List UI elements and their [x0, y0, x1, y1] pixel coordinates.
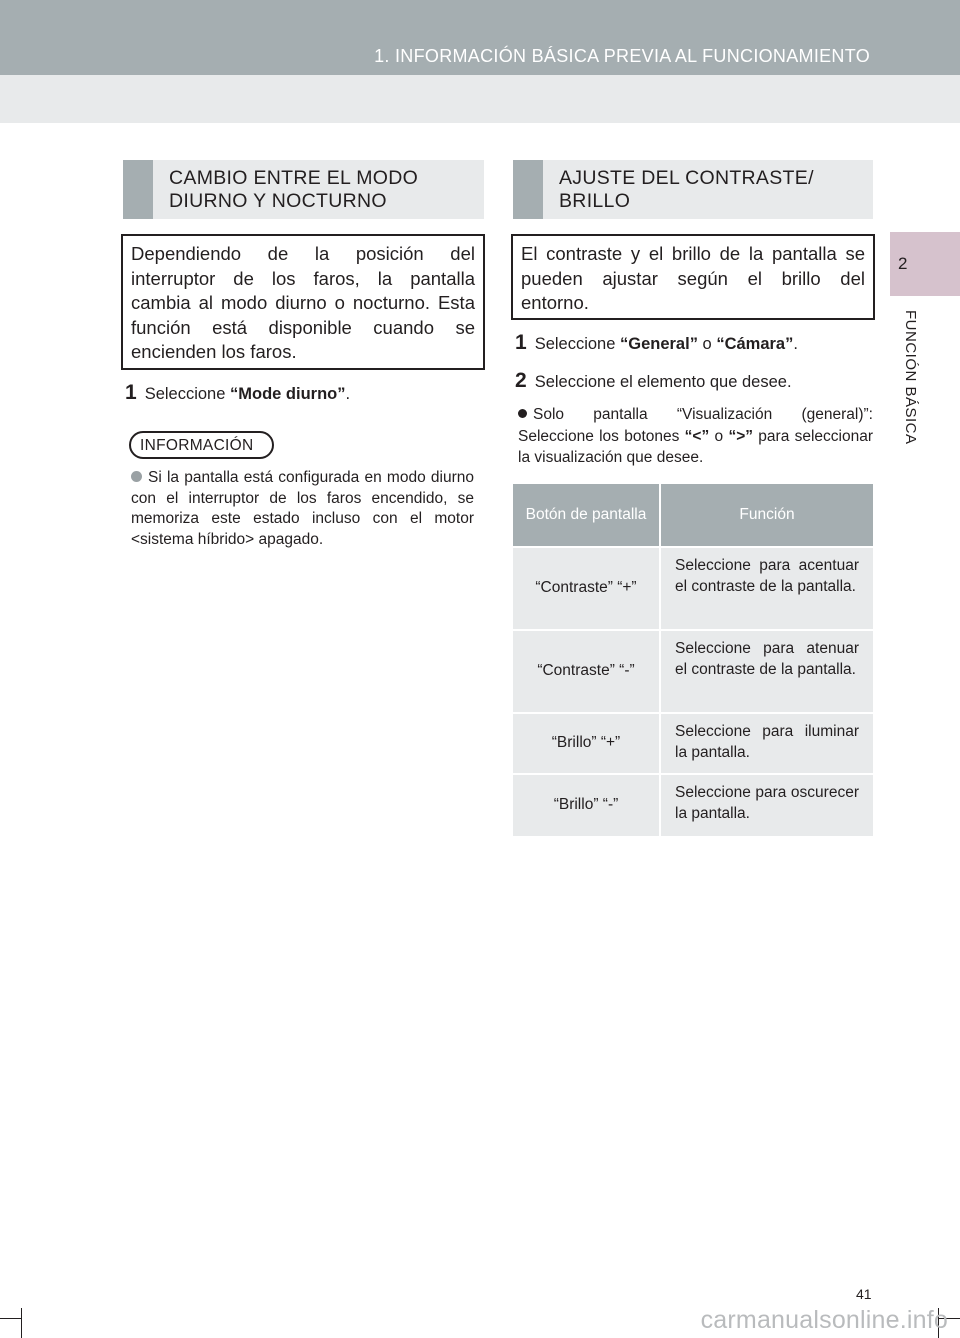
table-row — [513, 774, 873, 836]
step-1-contrast — [515, 331, 798, 355]
table-cell-function: Seleccione para atenuar el contraste de la pantalla. — [660, 630, 873, 713]
crop-mark — [21, 1308, 22, 1338]
heading-text — [559, 167, 814, 213]
section-heading-contrast — [513, 160, 873, 219]
heading-text — [169, 167, 418, 213]
table-cell-function: Seleccione para oscurecer la pantalla. — [660, 774, 873, 836]
bullet-icon — [131, 471, 142, 482]
heading-bar — [513, 160, 543, 219]
step-text: Seleccione el elemento que desee. — [534, 373, 792, 391]
step-text: Seleccione — [534, 335, 620, 353]
function-table — [513, 484, 873, 836]
info-label: INFORMACIÓN — [129, 431, 274, 459]
camara-label: “Cámara” — [716, 335, 794, 353]
heading-line-2: DIURNO Y NOCTURNO — [169, 190, 387, 212]
table-cell-function: Seleccione para acentuar el contraste de la pantalla. — [660, 547, 873, 630]
header-subbar — [0, 75, 960, 123]
table-row — [513, 713, 873, 774]
button-greater-than-label: “>” — [728, 427, 753, 445]
bullet-icon — [518, 409, 527, 418]
step-text-end: . — [345, 385, 351, 403]
step-2-contrast — [515, 369, 792, 393]
step-text-end: . — [793, 335, 798, 353]
crop-mark — [0, 1318, 21, 1319]
chapter-tab-label: FUNCIÓN BÁSICA — [902, 310, 919, 445]
intro-box-contrast: El contraste y el brillo de la pantalla se pueden ajustar según el brillo del entorno. — [511, 234, 875, 320]
section-heading-day-night — [123, 160, 484, 219]
table-header-function: Función — [660, 484, 873, 547]
table-cell-button: “Brillo” “-” — [513, 774, 660, 836]
step-1-day-night — [125, 381, 350, 405]
step-text-mid: o — [697, 335, 717, 353]
chapter-title: 1. INFORMACIÓN BÁSICA PREVIA AL FUNCIONAMIENTO — [374, 46, 870, 66]
heading-line-2: BRILLO — [559, 190, 631, 212]
page-number: 41 — [856, 1286, 872, 1302]
bullet-text-end: para seleccionar la visualización que desee. — [518, 427, 874, 466]
bullet-text-mid: o — [709, 427, 729, 445]
heading-bar — [123, 160, 153, 219]
table-row — [513, 547, 873, 630]
table-cell-button: “Contraste” “+” — [513, 547, 660, 630]
intro-box-day-night: Dependiendo de la posición del interruptor de los faros, la pantalla cambia al modo diurno o nocturno. Esta función está disponible cuando se encienden los faros. — [121, 234, 485, 370]
table-cell-function: Seleccione para iluminar la pantalla. — [660, 713, 873, 774]
table-cell-button: “Contraste” “-” — [513, 630, 660, 713]
general-label: “General” — [620, 335, 698, 353]
heading-line-1: CAMBIO ENTRE EL MODO — [169, 167, 419, 189]
mode-diurno-label: “Mode diurno” — [230, 385, 346, 403]
step-number: 2 — [515, 369, 527, 392]
watermark: carmanualsonline.info — [700, 1306, 948, 1334]
table-row — [513, 630, 873, 713]
button-less-than-label: “<” — [684, 427, 710, 445]
info-note — [131, 468, 474, 550]
bullet-note — [518, 404, 873, 469]
step-number: 1 — [515, 331, 527, 354]
step-number: 1 — [125, 381, 137, 404]
info-text: Si la pantalla está configurada en modo diurno con el interruptor de los faros encendido, se memoriza este estado incluso con el motor <sistema híbrido> apagado. — [131, 469, 474, 548]
chapter-tab-number: 2 — [898, 254, 908, 273]
step-text: Seleccione — [144, 385, 230, 403]
bullet-text: Solo pantalla “Visualización (general)”: Seleccione los botones — [518, 406, 873, 445]
table-header-button: Botón de pantalla — [513, 484, 660, 547]
table-cell-button: “Brillo” “+” — [513, 713, 660, 774]
heading-line-1: AJUSTE DEL CONTRASTE/ — [559, 167, 814, 189]
